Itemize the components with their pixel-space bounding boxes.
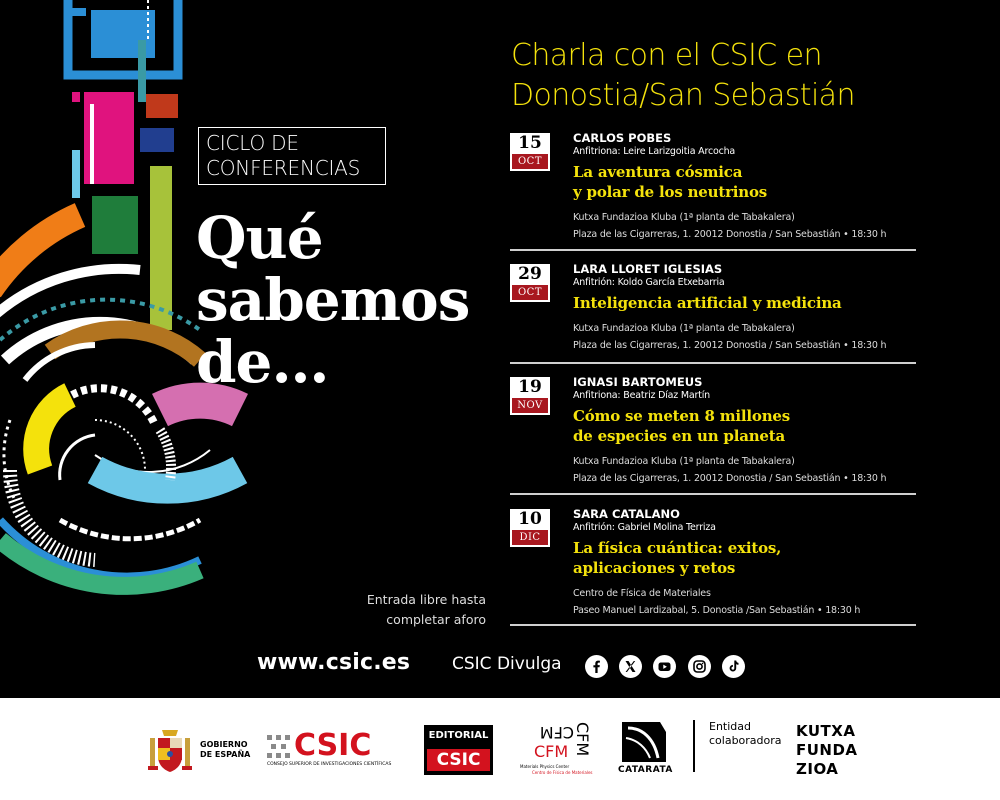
gobierno-line1: GOBIERNO [200,740,248,749]
talk-title-line2: y polar de los neutrinos [573,183,768,201]
instagram-icon[interactable] [688,655,711,678]
speaker-name: CARLOS POBES [573,131,672,145]
talk-title-line2: aplicaciones y retos [573,559,736,577]
date-badge [510,264,550,302]
cfm-subtitle-es: Centro de Física de Materiales [532,770,593,775]
venue-line2: Paseo Manuel Lardizabal, 5. Donostia /San Sebastián • 18:30 h [573,605,861,616]
headline-line2: Donostia/San Sebastián [511,78,855,113]
entrada-line2: completar aforo [386,612,486,627]
date-badge [510,509,550,547]
host-name: Anfitriona: Beatriz Díaz Martín [573,390,711,401]
cfm-vertical-text: CFM [573,722,592,757]
youtube-icon[interactable] [653,655,676,678]
venue-line2: Plaza de las Cigarreras, 1. 20012 Donostia / San Sebastián • 18:30 h [573,473,887,484]
csic-emblem-icon [267,735,291,759]
editorial-text: EDITORIAL [428,730,489,741]
csic-logo-text: CSIC [294,728,372,763]
venue-line1: Centro de Física de Materiales [573,588,711,599]
website-link[interactable]: www.csic.es [257,650,411,675]
talk-title [573,538,923,578]
divider [510,362,916,364]
speaker-name: IGNASI BARTOMEUS [573,375,703,389]
venue [573,585,923,619]
date-day: 10 [518,509,542,529]
headline [511,36,991,116]
venue-line2: Plaza de las Cigarreras, 1. 20012 Donostia / San Sebastián • 18:30 h [573,340,887,351]
gobierno-logo-text [200,740,250,760]
event-item [510,262,915,357]
entidad-colaboradora [709,720,782,748]
speaker-name: LARA LLORET IGLESIAS [573,262,723,276]
talk-title-line1: Inteligencia artificial y medicina [573,294,842,312]
venue-line1: Kutxa Fundazioa Kluba (1ª planta de Tabakalera) [573,323,795,334]
divider [510,624,916,626]
main-title-line3: de… [196,328,329,396]
cfm-mirrored-text: CFM [539,723,574,742]
footer-divider [693,720,695,772]
cfm-logo [520,720,602,775]
csic-divulga-label: CSIC Divulga [452,654,562,674]
cfm-red-text: CFM [534,742,569,761]
catarata-logo-text: CATARATA [618,765,673,775]
talk-title [573,406,923,446]
divider [510,249,916,251]
divider [510,493,916,495]
venue [573,209,923,243]
sponsor-footer [0,698,1000,800]
kutxa-fundazioa-logo [796,722,858,779]
tiktok-icon[interactable] [722,655,745,678]
editorial-csic-logo [424,725,493,775]
entrada-line1: Entrada libre hasta [366,592,486,607]
date-month: OCT [512,285,548,300]
venue-line1: Kutxa Fundazioa Kluba (1ª planta de Tabakalera) [573,212,795,223]
talk-title-line1: La física cuántica: exitos, [573,539,782,557]
entidad-line2: colaboradora [709,734,782,747]
date-month: OCT [512,154,548,169]
gobierno-line2: DE ESPAÑA [200,750,251,759]
date-month: DIC [512,530,548,545]
event-item [510,507,915,617]
headline-line1: Charla con el CSIC en [511,38,822,73]
editorial-csic-text: CSIC [427,749,490,771]
date-day: 29 [518,264,542,284]
catarata-emblem-icon [620,722,668,762]
ciclo-line1: CICLO DE [206,131,299,155]
talk-title [573,293,923,313]
csic-logo-subtitle: CONSEJO SUPERIOR DE INVESTIGACIONES CIENTÍFICAS [267,762,392,767]
host-name: Anfitrión: Koldo García Etxebarria [573,277,725,288]
talk-title-line1: La aventura cósmica [573,163,743,181]
venue-line1: Kutxa Fundazioa Kluba (1ª planta de Tabakalera) [573,456,795,467]
facebook-icon[interactable] [585,655,608,678]
date-day: 19 [518,377,542,397]
talk-title-line1: Cómo se meten 8 millones [573,407,790,425]
event-item [510,375,915,485]
host-name: Anfitrión: Gabriel Molina Terriza [573,522,716,533]
venue [573,320,923,354]
cfm-subtitle-en: Materials Physics Center [520,764,570,769]
date-month: NOV [512,398,548,413]
entrada-note [300,590,486,630]
date-badge [510,133,550,171]
talk-title-line2: de especies en un planeta [573,427,786,445]
talk-title [573,162,923,202]
speaker-name: SARA CATALANO [573,507,680,521]
main-title-line1: Qué [196,204,323,272]
spain-coat-of-arms-icon [148,724,192,774]
entidad-line1: Entidad [709,720,751,733]
kutxa-line1: KUTXA [796,722,856,740]
date-day: 15 [518,133,542,153]
kutxa-line2: FUNDA [796,741,858,759]
venue-line2: Plaza de las Cigarreras, 1. 20012 Donostia / San Sebastián • 18:30 h [573,229,887,240]
kutxa-line3: ZIOA [796,760,839,778]
host-name: Anfitriona: Leire Larizgoitia Arcocha [573,146,736,157]
venue [573,453,923,487]
x-icon[interactable] [619,655,642,678]
ciclo-line2: CONFERENCIAS [206,156,361,180]
main-title-line2: sabemos [196,266,470,334]
ciclo-label [198,127,386,185]
date-badge [510,377,550,415]
event-item [510,131,915,241]
